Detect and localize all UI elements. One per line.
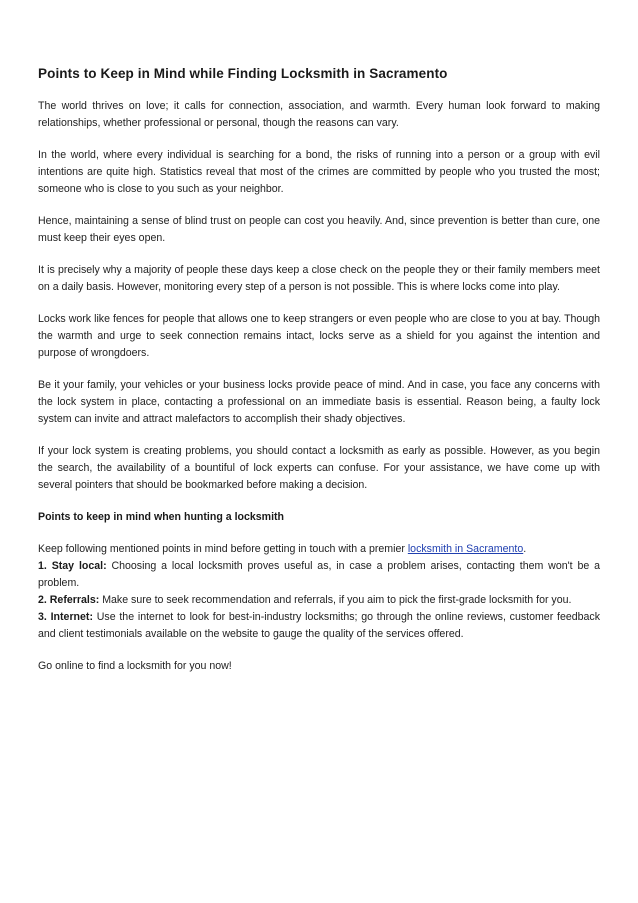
closing-line: Go online to find a locksmith for you now! bbox=[38, 660, 232, 672]
paragraph-5: Locks work like fences for people that allows one to keep strangers or even people who are close to you at bay. Though the warmth and urge to seek connection remains intact, locks serve as a shield for you against the intention and purpose of wrongdoers. bbox=[38, 313, 600, 359]
point-label: 3. Internet: bbox=[38, 611, 93, 623]
locksmith-sacramento-link[interactable]: locksmith in Sacramento bbox=[407, 543, 524, 555]
paragraph-4: It is precisely why a majority of people these days keep a close check on the people they or their family members meet on a daily basis. However, monitoring every step of a person is not possible. This is where locks come into play. bbox=[38, 264, 600, 293]
list-item bbox=[38, 558, 600, 592]
list-item bbox=[38, 592, 600, 609]
list-intro-end: . bbox=[523, 543, 527, 555]
point-text: Make sure to seek recommendation and referrals, if you aim to pick the first-grade locksmith for you. bbox=[99, 594, 572, 606]
paragraph-1: The world thrives on love; it calls for connection, association, and warmth. Every human look forward to making relationships, whether professional or personal, though the reasons can vary. bbox=[38, 100, 600, 129]
document-title: Points to Keep in Mind while Finding Locksmith in Sacramento bbox=[38, 66, 448, 81]
point-label: 2. Referrals: bbox=[38, 594, 100, 606]
point-text: Choosing a local locksmith proves useful as, in case a problem arises, contacting them won't be a problem. bbox=[38, 560, 600, 589]
paragraph-2: In the world, where every individual is searching for a bond, the risks of running into a person or a group with evil intentions are quite high. Statistics reveal that most of the crimes are committed by people who you trusted the most; someone who is close to you such as your neighbor. bbox=[38, 149, 600, 195]
point-text: Use the internet to look for best-in-industry locksmiths; go through the online reviews, customer feedback and client testimonials available on the website to gauge the quality of the services offered. bbox=[38, 611, 600, 640]
paragraph-3: Hence, maintaining a sense of blind trust on people can cost you heavily. And, since prevention is better than cure, one must keep their eyes open. bbox=[38, 215, 600, 244]
document-page bbox=[38, 66, 600, 690]
list-intro-text: Keep following mentioned points in mind before getting in touch with a premier bbox=[38, 543, 408, 555]
list-item bbox=[38, 609, 600, 643]
paragraph-6: Be it your family, your vehicles or your business locks provide peace of mind. And in case, you face any concerns with the lock system in place, contacting a professional on an immediate basis is essential. Reason being, a faulty lock system can invite and attract malefactors to accomplish their shady objectives. bbox=[38, 379, 600, 425]
point-label: 1. Stay local: bbox=[38, 560, 107, 572]
paragraph-7: If your lock system is creating problems, you should contact a locksmith as early as possible. However, as you begin the search, the availability of a bountiful of lock experts can confuse. For your assistance, we have come up with several pointers that should be bookmarked before making a decision. bbox=[38, 445, 600, 491]
points-list bbox=[38, 541, 600, 643]
section-subheading: Points to keep in mind when hunting a locksmith bbox=[38, 511, 285, 523]
list-intro-line bbox=[38, 541, 600, 558]
